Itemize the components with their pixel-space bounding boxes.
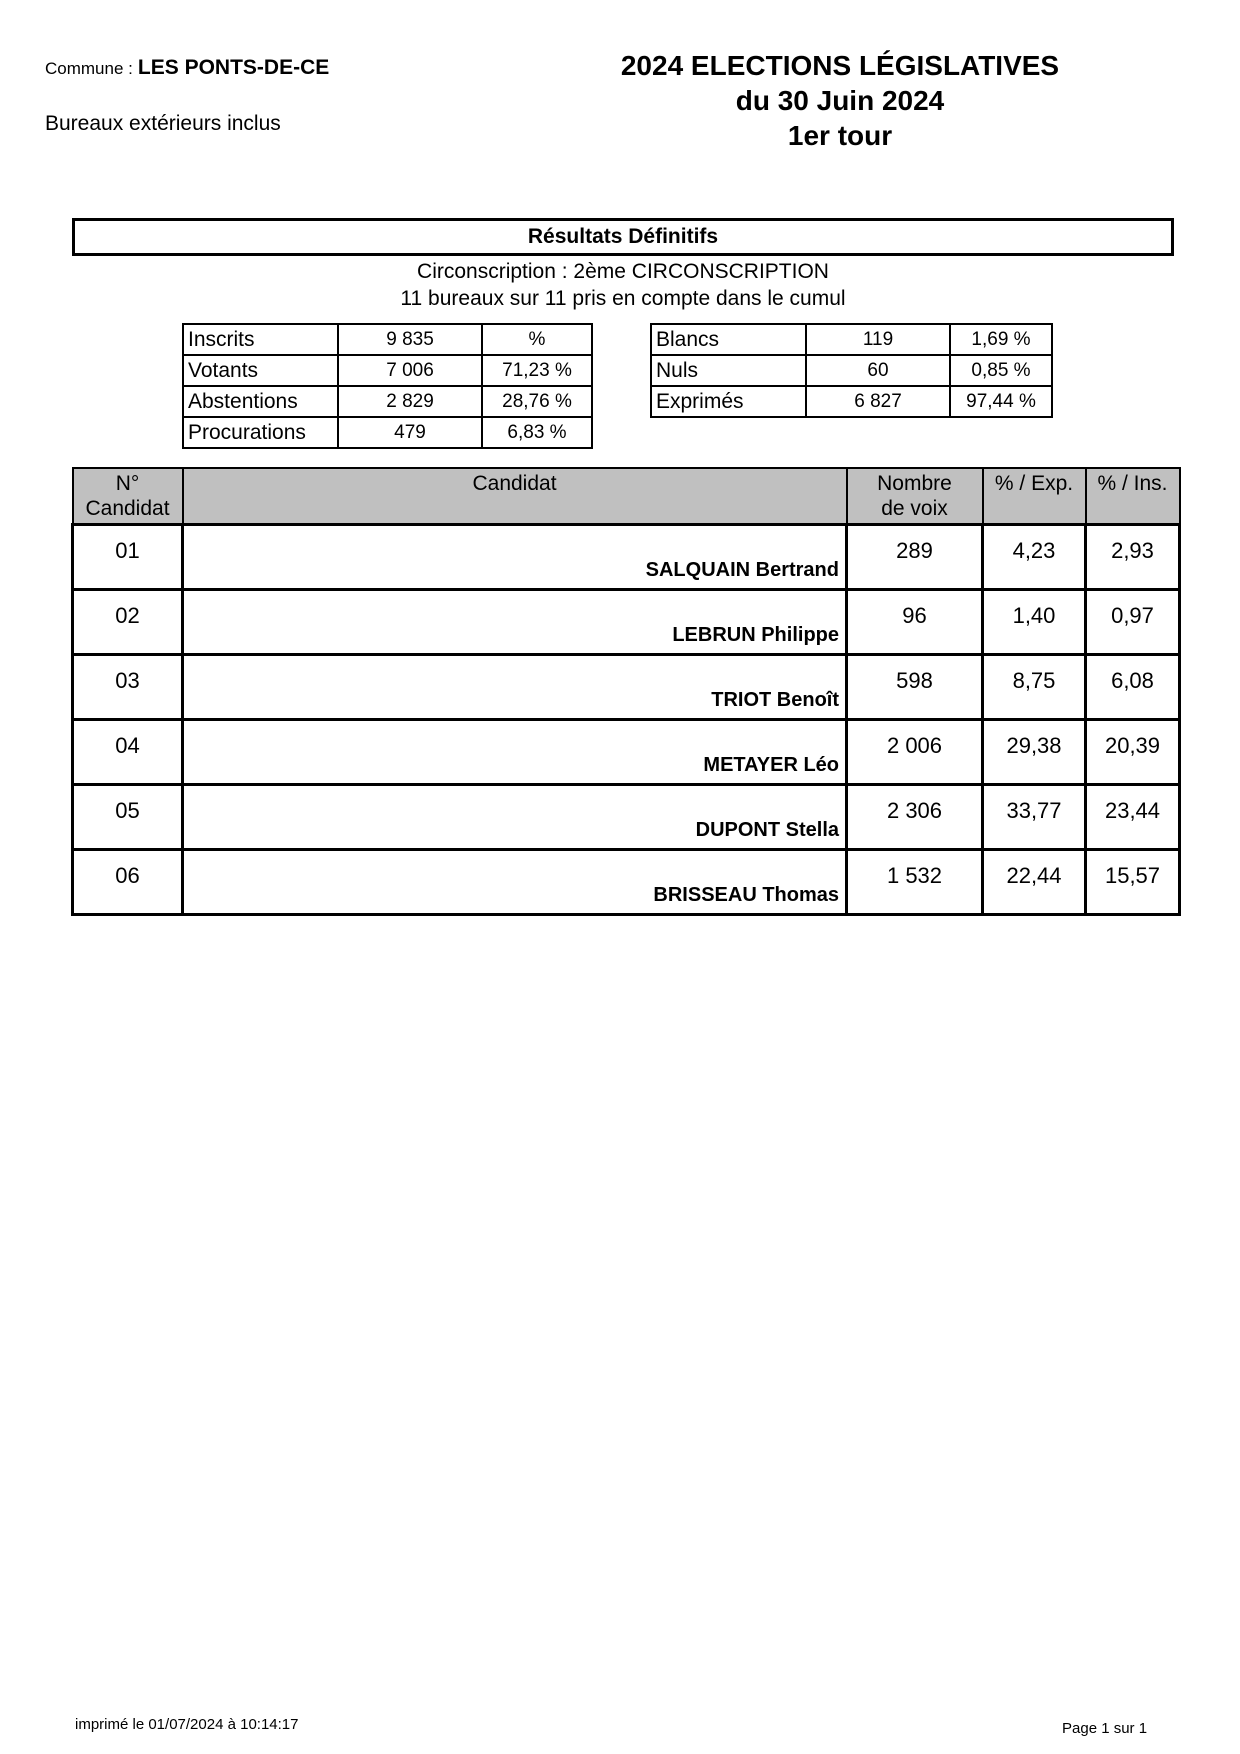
stat-value: 2 829 [338,386,482,417]
candidate-pct-exp: 33,77 [983,785,1086,850]
candidate-name: TRIOT Benoît [183,655,847,720]
candidate-row [73,785,1180,850]
circonscription-name: Circonscription : 2ème CIRCONSCRIPTION [417,260,829,283]
candidate-row [73,525,1180,590]
stat-label: Abstentions [183,386,338,417]
stat-label: Votants [183,355,338,386]
stats-row [651,386,1052,417]
candidate-row [73,590,1180,655]
title-election: 2024 ELECTIONS LÉGISLATIVES [620,50,1060,81]
col-header-candidate: Candidat [183,468,847,525]
stat-label: Blancs [651,324,806,355]
candidates-table [71,467,1181,916]
candidate-pct-ins: 0,97 [1086,590,1180,655]
stats-row [651,355,1052,386]
col-header-votes-line2: de voix [881,497,948,520]
stat-value: 9 835 [338,324,482,355]
stats-row [651,324,1052,355]
candidate-row [73,655,1180,720]
candidate-pct-ins: 23,44 [1086,785,1180,850]
stat-percent: 6,83 % [482,417,592,448]
commune-name: LES PONTS-DE-CE [137,56,330,79]
title-date: du 30 Juin 2024 [735,85,945,116]
stat-percent: 1,69 % [950,324,1052,355]
stats-row [183,417,592,448]
print-timestamp: imprimé le 01/07/2024 à 10:14:17 [75,1716,299,1733]
candidate-pct-ins: 2,93 [1086,525,1180,590]
candidate-votes: 1 532 [847,850,983,915]
candidate-name: SALQUAIN Bertrand [183,525,847,590]
stat-value: 7 006 [338,355,482,386]
stats-row [183,386,592,417]
candidate-number: 02 [73,590,183,655]
candidate-row [73,850,1180,915]
candidate-number: 05 [73,785,183,850]
stat-value: 479 [338,417,482,448]
document-title [570,48,1110,153]
stat-percent: % [482,324,592,355]
bureaux-count: 11 bureaux sur 11 pris en compte dans le cumul [400,287,846,310]
col-header-pct-ins: % / Ins. [1086,468,1180,525]
candidate-votes: 2 006 [847,720,983,785]
col-header-number-line2: Candidat [85,497,170,520]
candidate-pct-exp: 22,44 [983,850,1086,915]
stat-percent: 97,44 % [950,386,1052,417]
candidate-name: BRISSEAU Thomas [183,850,847,915]
results-heading: Résultats Définitifs [72,218,1174,256]
col-header-number-line1: N° [115,472,140,495]
col-header-votes-line1: Nombre [877,472,952,495]
candidate-pct-exp: 8,75 [983,655,1086,720]
candidate-pct-ins: 15,57 [1086,850,1180,915]
commune-line [45,56,329,80]
candidate-number: 01 [73,525,183,590]
candidate-name: METAYER Léo [183,720,847,785]
candidate-row [73,720,1180,785]
col-header-pct-exp: % / Exp. [983,468,1086,525]
stat-label: Exprimés [651,386,806,417]
candidate-votes: 289 [847,525,983,590]
candidate-votes: 96 [847,590,983,655]
candidate-votes: 2 306 [847,785,983,850]
candidate-number: 04 [73,720,183,785]
ballots-table [650,323,1053,418]
commune-label: Commune : [45,59,133,78]
candidate-name: DUPONT Stella [183,785,847,850]
stat-value: 6 827 [806,386,950,417]
candidate-number: 06 [73,850,183,915]
candidate-pct-exp: 29,38 [983,720,1086,785]
candidate-pct-ins: 6,08 [1086,655,1180,720]
col-header-number [73,468,183,525]
col-header-votes [847,468,983,525]
stat-label: Nuls [651,355,806,386]
bureaux-note: Bureaux extérieurs inclus [45,112,281,135]
stat-value: 119 [806,324,950,355]
stat-value: 60 [806,355,950,386]
page-number: Page 1 sur 1 [1062,1720,1148,1737]
candidate-pct-exp: 4,23 [983,525,1086,590]
candidate-number: 03 [73,655,183,720]
candidate-votes: 598 [847,655,983,720]
stat-percent: 28,76 % [482,386,592,417]
candidate-pct-ins: 20,39 [1086,720,1180,785]
candidate-pct-exp: 1,40 [983,590,1086,655]
stat-label: Procurations [183,417,338,448]
table-header-row [73,468,1180,525]
candidate-name: LEBRUN Philippe [183,590,847,655]
participation-table [182,323,593,449]
stat-percent: 0,85 % [950,355,1052,386]
circonscription-info [72,258,1174,312]
stats-row [183,355,592,386]
title-round: 1er tour [787,120,893,151]
stat-label: Inscrits [183,324,338,355]
stat-percent: 71,23 % [482,355,592,386]
stats-row [183,324,592,355]
